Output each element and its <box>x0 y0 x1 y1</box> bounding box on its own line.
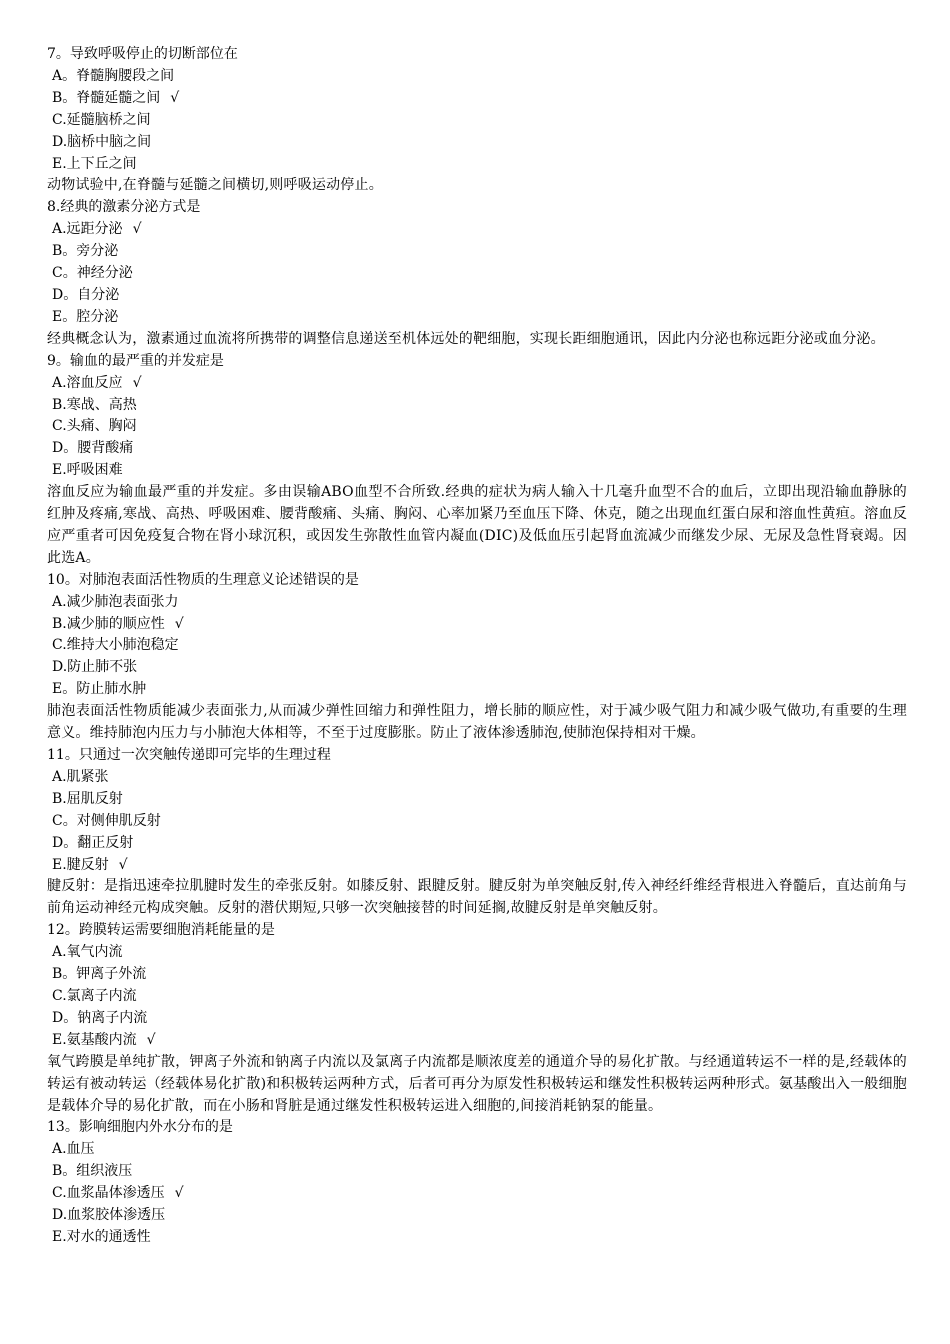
answer-option <box>47 789 907 811</box>
question-block <box>47 570 907 745</box>
question-text: 12。跨膜转运需要细胞消耗能量的是 <box>47 922 275 939</box>
option-text: E.氨基酸内流 <box>52 1031 137 1048</box>
option-text: B.减少肺的顺应性 <box>52 615 165 632</box>
question-text: 7。导致呼吸停止的切断部位在 <box>47 46 238 62</box>
question-text: 13。影响细胞内外水分布的是 <box>47 1119 233 1136</box>
option-text: B.屈肌反射 <box>52 790 123 807</box>
answer-option <box>47 679 907 701</box>
answer-option <box>47 241 907 263</box>
answer-option <box>47 855 907 877</box>
question-block <box>47 44 907 197</box>
answer-option <box>47 373 907 395</box>
answer-option <box>47 263 907 285</box>
question-text: 11。只通过一次突触传递即可完毕的生理过程 <box>47 747 331 763</box>
option-text: D。腰背酸痛 <box>52 440 134 457</box>
answer-option <box>47 154 907 176</box>
option-text: D。翻正反射 <box>52 834 134 851</box>
answer-option <box>47 986 907 1008</box>
answer-option <box>47 964 907 986</box>
answer-option <box>47 635 907 657</box>
option-text: D。钠离子内流 <box>52 1009 148 1026</box>
option-text: C.延髓脑桥之间 <box>52 111 151 128</box>
answer-option <box>47 1205 907 1227</box>
option-text: C.维持大小肺泡稳定 <box>52 637 179 654</box>
answer-option <box>47 767 907 789</box>
answer-option <box>47 657 907 679</box>
answer-option <box>47 1227 907 1249</box>
option-text: E。防止肺水肿 <box>52 681 147 698</box>
document-page <box>47 44 907 1249</box>
answer-option <box>47 811 907 833</box>
checkmark-icon: √ <box>174 615 184 632</box>
answer-option <box>47 460 907 482</box>
explanation-text: 经典概念认为，激素通过血流将所携带的调整信息递送至机体远处的靶细胞，实现长距细胞通讯，因此内分泌也称远距分泌或血分泌。 <box>47 330 885 347</box>
explanation-text: 氧气跨膜是单纯扩散，钾离子外流和钠离子内流以及氯离子内流都是顺浓度差的通道介导的易化扩散。与经通道转运不一样的是,经载体的转运有被动转运（经载体易化扩散)和积极转运两种方式，后者可再分为原发性积极转运和继发性积极转运两种形式。氨基酸出入一般细胞是载体介导的易化扩散，而在小肠和肾脏是通过继发性积极转运进入细胞的,间接消耗钠泵的能量。 <box>47 1053 907 1114</box>
question-block <box>47 1117 907 1248</box>
option-text: A.溶血反应 <box>52 374 123 391</box>
option-text: C。神经分泌 <box>52 265 133 282</box>
option-text: A.肌紧张 <box>52 768 109 785</box>
option-text: A.血压 <box>52 1141 95 1158</box>
answer-option <box>47 132 907 154</box>
answer-option <box>47 66 907 88</box>
checkmark-icon: √ <box>174 1185 184 1202</box>
explanation-text: 肺泡表面活性物质能减少表面张力,从而减少弹性回缩力和弹性阻力，增长肺的顺应性，对于减少吸气阻力和减少吸气做功,有重要的生理意义。维持肺泡内压力与小肺泡大体相等，不至于过度膨胀。防止了液体渗透肺泡,使肺泡保持相对干燥。 <box>47 703 907 742</box>
answer-option <box>47 1139 907 1161</box>
answer-option <box>47 1008 907 1030</box>
answer-option <box>47 285 907 307</box>
option-text: D。自分泌 <box>52 286 120 303</box>
answer-option <box>47 416 907 438</box>
option-text: C.血浆晶体渗透压 <box>52 1185 165 1202</box>
checkmark-icon: √ <box>170 89 180 106</box>
option-text: D.血浆胶体渗透压 <box>52 1207 166 1224</box>
answer-option <box>47 1030 907 1052</box>
option-text: B。组织液压 <box>52 1163 133 1180</box>
answer-option <box>47 219 907 241</box>
checkmark-icon: √ <box>146 1031 156 1048</box>
question-text: 8.经典的激素分泌方式是 <box>47 199 201 216</box>
question-block <box>47 351 907 570</box>
option-text: B。旁分泌 <box>52 243 119 260</box>
option-text: E.上下丘之间 <box>52 155 137 172</box>
checkmark-icon: √ <box>118 856 128 873</box>
question-block <box>47 745 907 920</box>
answer-option <box>47 833 907 855</box>
question-block <box>47 920 907 1117</box>
option-text: E.对水的通透性 <box>52 1228 151 1245</box>
answer-option <box>47 438 907 460</box>
option-text: C.头痛、胸闷 <box>52 418 137 435</box>
answer-option <box>47 88 907 110</box>
answer-option <box>47 307 907 329</box>
option-text: A。脊髓胸腰段之间 <box>52 67 175 84</box>
option-text: A.远距分泌 <box>52 221 123 238</box>
question-block <box>47 197 907 350</box>
option-text: B。脊髓延髓之间 <box>52 89 161 106</box>
checkmark-icon: √ <box>132 374 142 391</box>
answer-option <box>47 614 907 636</box>
checkmark-icon: √ <box>132 221 142 238</box>
answer-option <box>47 395 907 417</box>
question-text: 9。输血的最严重的并发症是 <box>47 352 224 369</box>
explanation-text: 溶血反应为输血最严重的并发症。多由误输ABO血型不合所致.经典的症状为病人输入十几毫升血型不合的血后，立即出现沿输血静脉的红肿及疼痛,寒战、高热、呼吸困难、腰背酸痛、头痛、胸闷、心率加紧乃至血压下降、休克，随之出现血红蛋白尿和溶血性黄疸。溶血反应严重者可因免疫复合物在肾小球沉积，或因发生弥散性血管内凝血(DIC)及低血压引起肾血流减少而继发少尿、无尿及急性肾衰竭。因此选A。 <box>47 484 907 566</box>
option-text: C.氯离子内流 <box>52 987 137 1004</box>
option-text: D.防止肺不张 <box>52 659 138 676</box>
answer-option <box>47 1161 907 1183</box>
option-text: B.寒战、高热 <box>52 396 137 413</box>
explanation-text: 腱反射：是指迅速牵拉肌腱时发生的牵张反射。如膝反射、跟腱反射。腱反射为单突触反射,传入神经纤维经背根进入脊髓后，直达前角与前角运动神经元构成突触。反射的潜伏期短,只够一次突触接替的时间延搁,故腱反射是单突触反射。 <box>47 878 907 917</box>
option-text: B。钾离子外流 <box>52 966 147 983</box>
option-text: A.氧气内流 <box>52 944 123 961</box>
question-text: 10。对肺泡表面活性物质的生理意义论述错误的是 <box>47 571 359 588</box>
answer-option <box>47 1183 907 1205</box>
answer-option <box>47 942 907 964</box>
answer-option <box>47 592 907 614</box>
explanation-text: 动物试验中,在脊髓与延髓之间横切,则呼吸运动停止。 <box>47 177 383 194</box>
option-text: D.脑桥中脑之间 <box>52 133 152 150</box>
option-text: E。腔分泌 <box>52 308 119 325</box>
answer-option <box>47 110 907 132</box>
option-text: A.减少肺泡表面张力 <box>52 593 179 610</box>
option-text: E.腱反射 <box>52 856 109 873</box>
option-text: C。对侧伸肌反射 <box>52 812 161 829</box>
option-text: E.呼吸困难 <box>52 462 123 479</box>
